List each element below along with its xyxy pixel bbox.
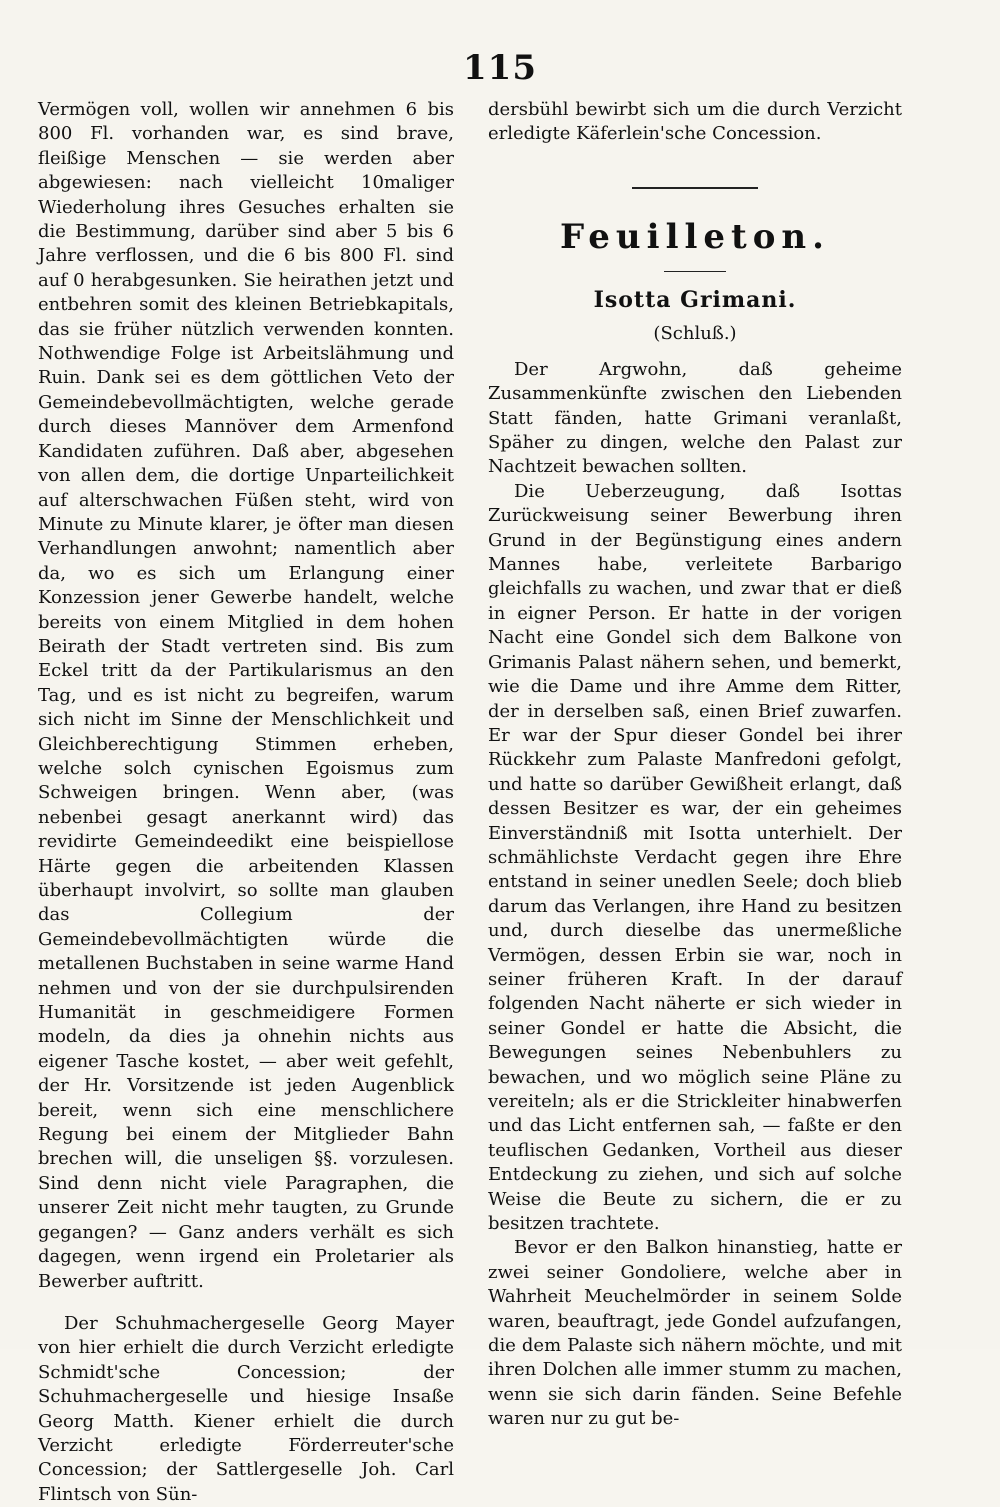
section-divider: [632, 187, 758, 189]
story-paragraph: Der Argwohn, daß geheime Zusammenkünfte zwischen den Liebenden Statt fänden, hatte Grimani veranlaßt, Späher zu dingen, welche den Palast zur Nachtzeit bewachen sollten.: [488, 358, 902, 478]
left-column: [38, 98, 454, 1507]
story-title: Isotta Grimani.: [593, 286, 797, 313]
story-paragraph: Bevor er den Balkon hinanstieg, hatte er zwei seiner Gondoliere, welche aber in Wahrheit Meuchelmörder in seinem Solde waren, beauftragt, jede Gondel aufzufangen, die dem Palaste sich nähern möchte, und mit ihren Dolchen alle immer stumm zu machen, wenn sie sich darin fänden. Seine Befehle waren nur zu gut be-: [488, 1237, 902, 1430]
right-column: [488, 98, 902, 1432]
story-subtitle: (Schluß.): [653, 322, 737, 344]
article-paragraph: Vermögen voll, wollen wir annehmen 6 bis 800 Fl. vorhanden war, es sind brave, fleißige Menschen — sie werden aber abgewiesen: nach vielleicht 10maliger Wiederholung ihres Gesuches erhalten sie die Bestimmung, darüber sind aber 5 bis 6 Jahre verflossen, und die 6 bis 800 Fl. sind auf 0 herabgesunken. Sie heirathen jetzt und entbehren somit des kleinen Betriebkapitals, das sie früher nützlich verwenden konnten. Nothwendige Folge ist Arbeitslähmung und Ruin. Dank sei es dem göttlichen Veto der Gemeindebevollmächtigten, welche gerade durch dieses Mannöver dem Armenfond Kandidaten zuführen. Daß aber, abgesehen von allen dem, die dortige Unparteilichkeit auf alterschwachen Füßen steht, wird von Minute zu Minute klarer, je öfter man diesen Verhandlungen anwohnt; namentlich aber da, wo es sich um Erlangung einer Konzession jener Gewerbe handelt, welche bereits von einem Mitglied in dem hohen Beirath der Stadt vertreten sind. Bis zum Eckel tritt da der Partikularismus an den Tag, und es ist nicht zu begreifen, warum sich nicht im Sinne der Menschlichkeit und Gleichberechtigung Stimmen erheben, welche solch cynischen Egoismus zum Schweigen bringen. Wenn aber, (was nebenbei gesagt anerkannt wird) das revidirte Gemeindeedikt eine beispiellose Härte gegen die arbeitenden Klassen überhaupt involvirt, so sollte man glauben das Collegium der Gemeindebevollmächtigten würde die metallenen Buchstaben in seine warme Hand nehmen und von der sie durchpulsirenden Humanität in geschmeidigere Formen modeln, da dies ja ohnehin nichts aus eigener Tasche kostet, — aber weit gefehlt, der Hr. Vorsitzende ist jeden Augenblick bereit, wenn sich eine menschlichere Regung bei einem der Mitglieder Bahn brechen will, die unseligen §§. vorzulesen. Sind denn nicht viele Paragraphen, die unserer Zeit nicht mehr taugten, zu Grunde gegangen? — Ganz anders verhält es sich dagegen, wenn irgend ein Proletarier als Bewerber auftritt.: [38, 99, 454, 1292]
title-divider: [664, 271, 726, 272]
story-paragraph: Die Ueberzeugung, daß Isottas Zurückweisung seiner Bewerbung ihren Grund in der Begünstigung eines andern Mannes habe, verleitete Barbarigo gleichfalls zu wachen, und zwar that er dieß in eigner Person. Er hatte in der vorigen Nacht eine Gondel sich dem Balkone von Grimanis Palast nähern sehen, und bemerkt, wie die Dame und ihre Amme dem Ritter, der in derselben saß, einen Brief zuwarfen. Er war der Spur dieser Gondel bei ihrer Rückkehr zum Palaste Manfredoni gefolgt, und hatte so darüber Gewißheit erlangt, daß dessen Besitzer es war, der ein geheimes Einverständniß mit Isotta unterhielt. Der schmählichste Verdacht gegen ihre Ehre entstand in seiner unedlen Seele; doch blieb darum das Verlangen, ihre Hand zu besitzen und, durch dieselbe das unermeßliche Vermögen, dessen Erbin sie war, noch in seiner früheren Kraft. In der darauf folgenden Nacht näherte er sich wieder in seiner Gondel er hatte die Absicht, die Bewegungen seines Nebenbuhlers zu bewachen, und wo möglich seine Pläne zu vereiteln; als er die Strickleiter hinabwerfen und das Licht entfernen sah, — faßte er den teuflischen Gedanken, Vortheil aus dieser Entdeckung zu ziehen, und sich auf solche Weise die Beute zu sichern, die er zu besitzen trachtete.: [488, 480, 902, 1235]
article-continuation: dersbühl bewirbt sich um die durch Verzicht erledigte Käferlein'sche Concession.: [488, 99, 902, 145]
page-number: 115: [463, 48, 537, 88]
section-title: Feuilleton.: [560, 216, 830, 257]
article-paragraph: Der Schuhmachergeselle Georg Mayer von hier erhielt die durch Verzicht erledigte Schmidt'sche Concession; der Schuhmachergeselle und hiesige Insaße Georg Matth. Kiener erhielt die durch Verzicht erledigte Förderreuter'sche Concession; der Sattlergeselle Joh. Carl Flintsch von Sün-: [38, 1312, 454, 1505]
